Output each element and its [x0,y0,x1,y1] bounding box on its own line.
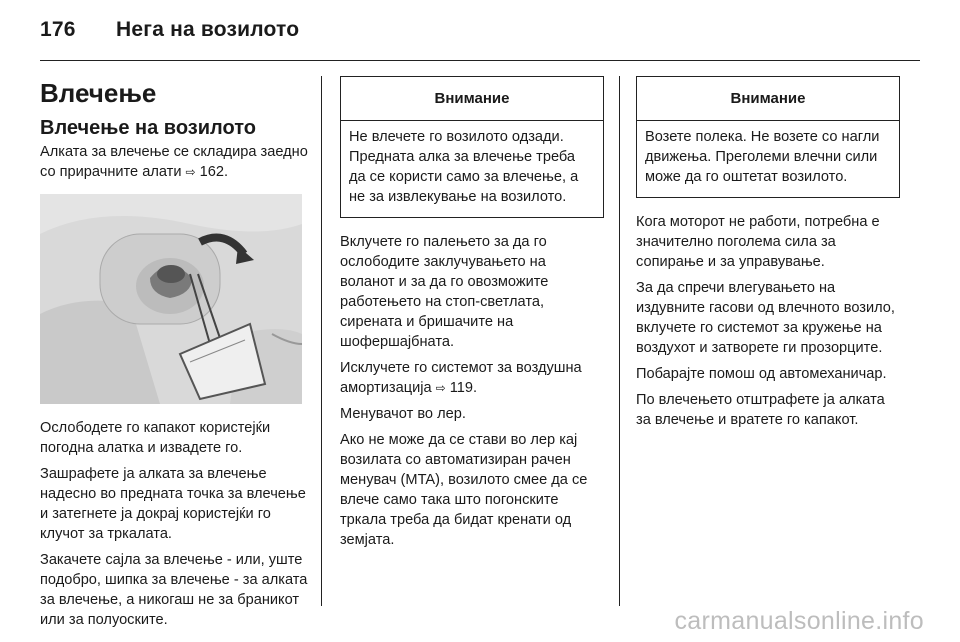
paragraph: Закачете сајла за влечење - или, уште подобро, шипка за влечење - за алката за влечење, а никогаш не за браникот или за полуоските. [40,552,308,628]
paragraph: Побарајте помош од автомеханичар. [636,366,887,382]
warning-title: Внимание [637,77,899,121]
arrow-reference-icon: ⇨ [185,165,196,179]
paragraph: По влечењето отштрафете ја алката за влечење и вратете го капакот. [636,392,885,428]
header-rule [40,60,920,61]
paragraph-text: Алката за влечење се складира заедно со прирачните алати [40,144,308,180]
column-3 [636,76,902,436]
warning-box [636,76,900,198]
column-2 [340,76,604,556]
warning-text: Возете полека. Не возете со нагли движења. Преголеми влечни сили може да го оштетат возилото. [645,129,880,185]
page-number: 176 [40,18,76,41]
column-1 [40,76,310,636]
tow-eye-cover-illustration [40,194,302,404]
arrow-reference-icon: ⇨ [435,381,446,395]
paragraph: Ослободете го капакот користејќи погодна алатка и извадете го. [40,420,271,456]
paragraph: Вклучете го палењето за да го ослободите заклучувањето на воланот и за да го овозможите работењето на стоп-светлата, сирената и бришачите на шофершајбната. [340,234,549,350]
page-reference[interactable]: 162. [199,164,229,180]
section-title: Влечење [40,78,157,108]
paragraph: Менувачот во лер. [340,406,466,422]
paragraph [340,358,604,398]
watermark: carmanualsonline.info [674,607,924,635]
page-reference[interactable]: 119. [449,380,478,396]
column-divider-2 [619,76,620,606]
paragraph-text: Исклучете го системот за воздушна амортизација [340,360,582,396]
section-subtitle: Влечење на возилото [40,117,256,139]
column-divider-1 [321,76,322,606]
paragraph: Зашрафете ја алката за влечење надесно во предната точка за влечење и затегнете ја докрај користејќи го клучот за тркалата. [40,466,306,542]
paragraph [40,142,310,182]
warning-title: Внимание [341,77,603,121]
page-header-title: Нега на возилото [116,18,300,41]
paragraph: Кога моторот не работи, потребна е значително поголема сила за сопирање и за управување. [636,214,880,270]
paragraph: Ако не може да се стави во лер кај возилата со автоматизиран рачен менувач (MTA), возилото смее да се влече само така што погонските тркала треба да бидат кренати од земјата. [340,432,588,548]
warning-box [340,76,604,218]
warning-text: Не влечете го возилото одзади. Предната алка за влечење треба да се користи само за влечење, а не за извлекување на возилото. [349,129,579,205]
paragraph: За да спречи влегувањето на издувните гасови од влечното возило, вклучете го системот за кружење на воздухот и затворете ги прозорците. [636,280,895,356]
